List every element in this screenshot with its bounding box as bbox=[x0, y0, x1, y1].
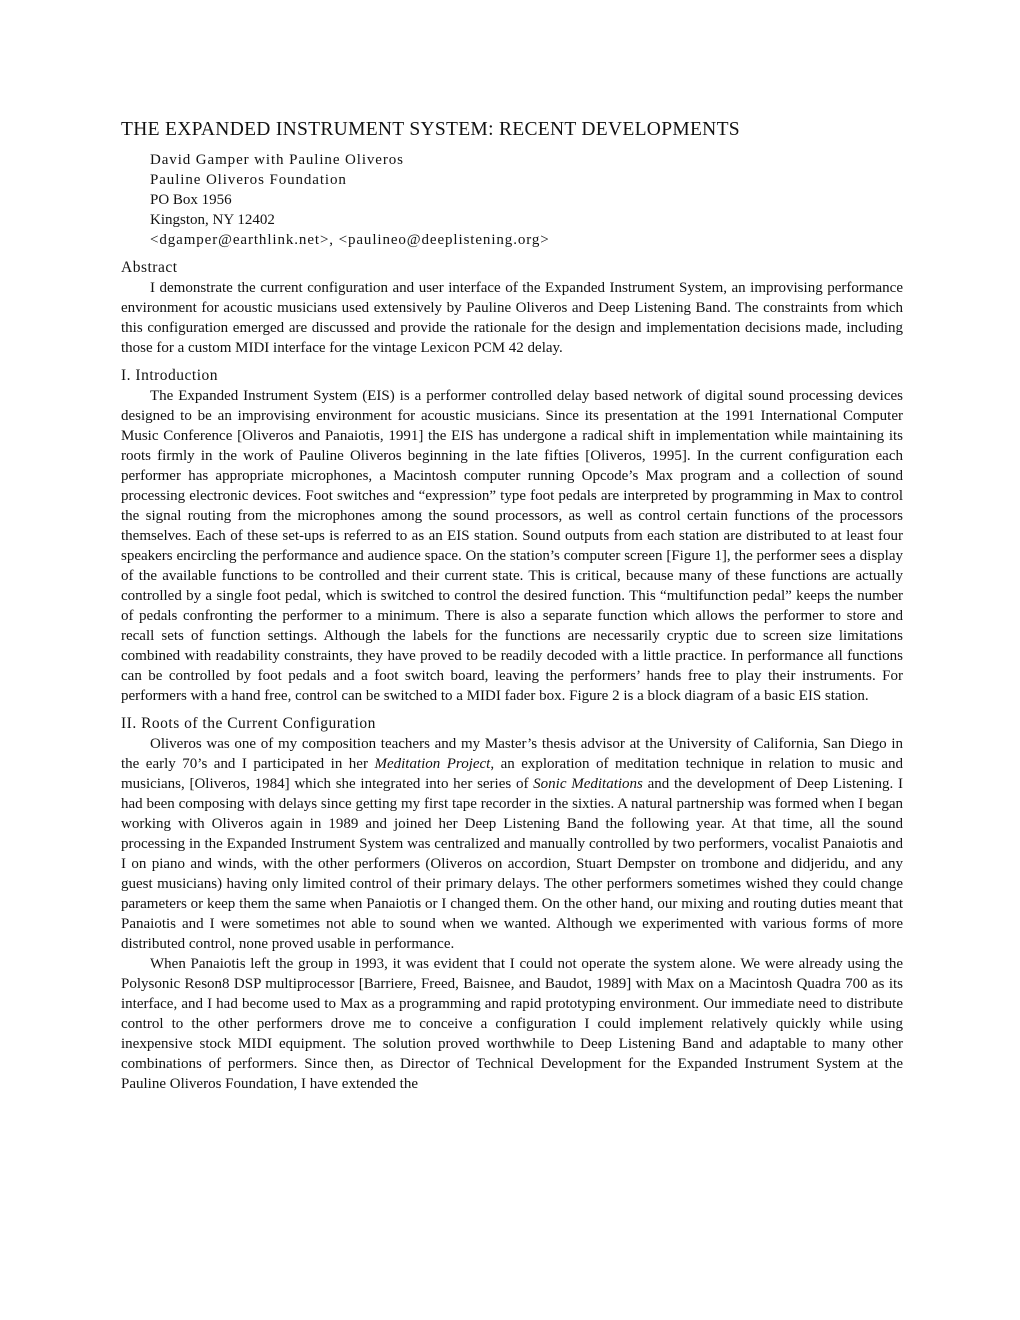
author-address-line-2: Kingston, NY 12402 bbox=[150, 212, 275, 228]
section-roots-heading: II. Roots of the Current Configuration bbox=[121, 715, 376, 732]
author-names: David Gamper with Pauline Oliveros bbox=[150, 152, 404, 168]
section-roots-paragraph-2: When Panaiotis left the group in 1993, it was evident that I could not operate the system alone. We were already using the Polysonic Reson8 DSP multiprocessor [Barriere, Freed, Baisnee, and Baudot, 1989] with Max on a Macintosh Quadra 700 as its interface, and I had become used to Max as a programming and rapid prototyping environment. Our immediate need to distribute control to the other performers drove me to conceive a configuration I could implement relatively quickly while using inexpensive stock MIDI equipment. The solution proved worthwhile to Deep Listening Band and adaptable to many other combinations of performers. Since then, as Director of Technical Development for the Expanded Instrument System at the Pauline Oliveros Foundation, I have extended the bbox=[121, 956, 903, 1092]
section-roots-paragraph-1 bbox=[121, 734, 903, 954]
section-introduction-text: The Expanded Instrument System (EIS) is a performer controlled delay based network of digital sound processing devices designed to be an improvising environment for acoustic musicians. Since its presentation at the 1991 International Computer Music Conference [Oliveros and Panaiotis, 1991] the EIS has undergone a radical shift in implementation while maintaining its roots firmly in the work of Pauline Oliveros beginning in the late fifties [Oliveros, 1995]. In the current configuration each performer has appropriate microphones, a Macintosh computer running Opcode’s Max program and a collection of sound processing electronic devices. Foot switches and “expression” type foot pedals are interpreted by programming in Max to control the signal routing from the microphones among the sound processors, as well as control certain functions of the processors themselves. Each of these set-ups is referred to as an EIS station. Sound outputs from each station are distributed to at least four speakers encircling the performance and audience space. On the station’s computer screen [Figure 1], the performer sees a display of the available functions to be controlled and their current state. This is critical, because many of these functions are actually controlled by a single foot pedal, which is switched to control the desired function. This “multifunction pedal” keeps the number of pedals confronting the performer to a minimum. There is also a separate function which allows the performer to store and recall sets of function settings. Although the labels for the functions are necessarily cryptic due to screen size limitations combined with readability constraints, they have proved to be readily decoded with a little practice. In performance all functions can be controlled by foot pedals and a foot switch board, leaving the performers’ hands free to play their instruments. For performers with a hand free, control can be switched to a MIDI fader box. Figure 2 is a block diagram of a basic EIS station. bbox=[121, 388, 903, 704]
section-roots-p1-part-b: , an exploration of meditation technique in relation to music and musicians, [Oliveros, 1984] which she integrated into her series of bbox=[121, 756, 904, 792]
paper-page bbox=[121, 118, 903, 1094]
author-affiliation: Pauline Oliveros Foundation bbox=[150, 172, 347, 188]
abstract-text: I demonstrate the current configuration and user interface of the Expanded Instrument System, an improvising performance environment for acoustic musicians used extensively by Pauline Oliveros and Deep Listening Band. The constraints from which this configuration emerged are discussed and provide the rationale for the design and implementation decisions made, including those for a custom MIDI interface for the vintage Lexicon PCM 42 delay. bbox=[121, 280, 903, 356]
sonic-meditations-title: Sonic Meditations bbox=[533, 776, 643, 792]
author-address-line-1: PO Box 1956 bbox=[150, 192, 232, 208]
meditation-project-title: Meditation Project bbox=[374, 756, 491, 772]
section-introduction-heading: I. Introduction bbox=[121, 367, 219, 384]
section-roots-p1-part-c: and the development of Deep Listening. I had been composing with delays since getting my first tape recorder in the sixties. A natural partnership was formed when I began working with Oliveros again in 1989 and joined her Deep Listening Band the following year. At that time, all the sound processing in the Expanded Instrument System was centralized and manually controlled by two performers, vocalist Panaiotis and I on piano and winds, with the other performers (Oliveros on accordion, Stuart Dempster on trombone and didjeridu, and any guest musicians) having only limited control of their primary delays. The other performers sometimes wished they could change parameters or keep them the same when Panaiotis or I changed them. On the other hand, our mixing and routing duties meant that Panaiotis and I were sometimes not able to sound when we wanted. Although we experimented with various forms of more distributed control, none proved usable in performance. bbox=[121, 776, 903, 952]
author-emails: <dgamper@earthlink.net>, <paulineo@deeplistening.org> bbox=[150, 232, 550, 248]
paper-title: THE EXPANDED INSTRUMENT SYSTEM: RECENT DEVELOPMENTS bbox=[121, 119, 740, 140]
abstract-heading: Abstract bbox=[121, 259, 178, 276]
author-block bbox=[150, 150, 903, 250]
section-roots-p1-part-a: Oliveros was one of my composition teachers and my Master’s thesis advisor at the University of California, San Diego in the early 70’s and I participated in her bbox=[121, 736, 903, 772]
